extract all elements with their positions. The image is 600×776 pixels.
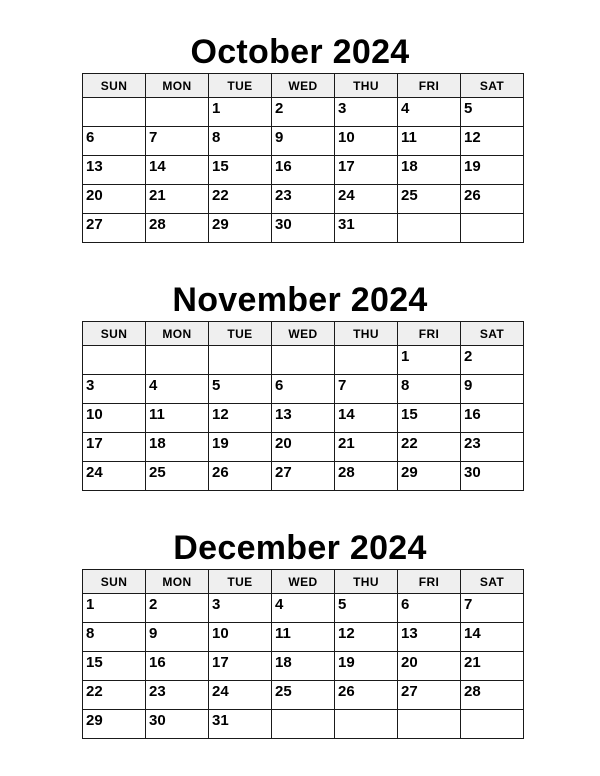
weekday-header-wed: WED: [272, 322, 335, 346]
empty-day-cell: [461, 214, 524, 243]
day-cell: 14: [461, 623, 524, 652]
weekday-header-sun: SUN: [83, 322, 146, 346]
weekday-header-mon: MON: [146, 570, 209, 594]
empty-day-cell: [335, 710, 398, 739]
day-cell: 17: [83, 433, 146, 462]
day-cell: 16: [146, 652, 209, 681]
day-cell: 19: [335, 652, 398, 681]
empty-day-cell: [146, 346, 209, 375]
day-cell: 6: [83, 127, 146, 156]
week-row: [83, 404, 524, 433]
day-cell: 23: [146, 681, 209, 710]
day-cell: 16: [461, 404, 524, 433]
day-cell: 13: [398, 623, 461, 652]
day-cell: 20: [83, 185, 146, 214]
day-cell: 24: [83, 462, 146, 491]
day-cell: 8: [209, 127, 272, 156]
day-cell: 1: [83, 594, 146, 623]
day-cell: 8: [398, 375, 461, 404]
weekday-header-thu: THU: [335, 74, 398, 98]
day-cell: 18: [398, 156, 461, 185]
day-cell: 10: [209, 623, 272, 652]
weekday-header-row: [83, 74, 524, 98]
empty-day-cell: [398, 214, 461, 243]
day-cell: 15: [209, 156, 272, 185]
day-cell: 27: [398, 681, 461, 710]
weekday-header-wed: WED: [272, 570, 335, 594]
week-row: [83, 652, 524, 681]
day-cell: 25: [272, 681, 335, 710]
day-cell: 15: [398, 404, 461, 433]
weekday-header-wed: WED: [272, 74, 335, 98]
october-grid: [82, 73, 524, 243]
week-row: [83, 185, 524, 214]
empty-day-cell: [83, 346, 146, 375]
weekday-header-mon: MON: [146, 322, 209, 346]
empty-day-cell: [335, 346, 398, 375]
empty-day-cell: [272, 710, 335, 739]
weekday-header-sat: SAT: [461, 322, 524, 346]
day-cell: 3: [209, 594, 272, 623]
day-cell: 29: [83, 710, 146, 739]
weekday-header-fri: FRI: [398, 570, 461, 594]
day-cell: 26: [461, 185, 524, 214]
weekday-header-mon: MON: [146, 74, 209, 98]
day-cell: 7: [461, 594, 524, 623]
day-cell: 24: [335, 185, 398, 214]
day-cell: 25: [398, 185, 461, 214]
day-cell: 13: [83, 156, 146, 185]
october-title: October 2024: [190, 33, 410, 71]
day-cell: 30: [461, 462, 524, 491]
day-cell: 10: [335, 127, 398, 156]
week-row: [83, 594, 524, 623]
day-cell: 31: [209, 710, 272, 739]
day-cell: 3: [83, 375, 146, 404]
day-cell: 11: [272, 623, 335, 652]
day-cell: 18: [146, 433, 209, 462]
day-cell: 8: [83, 623, 146, 652]
day-cell: 28: [461, 681, 524, 710]
week-row: [83, 710, 524, 739]
day-cell: 9: [461, 375, 524, 404]
day-cell: 12: [335, 623, 398, 652]
day-cell: 21: [461, 652, 524, 681]
day-cell: 2: [272, 98, 335, 127]
day-cell: 5: [209, 375, 272, 404]
day-cell: 21: [146, 185, 209, 214]
day-cell: 2: [461, 346, 524, 375]
weekday-header-fri: FRI: [398, 74, 461, 98]
empty-day-cell: [209, 346, 272, 375]
weekday-header-thu: THU: [335, 322, 398, 346]
day-cell: 23: [272, 185, 335, 214]
week-row: [83, 433, 524, 462]
day-cell: 1: [398, 346, 461, 375]
day-cell: 31: [335, 214, 398, 243]
day-cell: 19: [209, 433, 272, 462]
day-cell: 3: [335, 98, 398, 127]
day-cell: 18: [272, 652, 335, 681]
weekday-header-tue: TUE: [209, 74, 272, 98]
november-title: November 2024: [172, 281, 428, 319]
day-cell: 24: [209, 681, 272, 710]
day-cell: 10: [83, 404, 146, 433]
day-cell: 15: [83, 652, 146, 681]
day-cell: 4: [272, 594, 335, 623]
weekday-header-tue: TUE: [209, 570, 272, 594]
day-cell: 29: [209, 214, 272, 243]
week-row: [83, 127, 524, 156]
day-cell: 6: [272, 375, 335, 404]
week-row: [83, 346, 524, 375]
weekday-header-sun: SUN: [83, 570, 146, 594]
day-cell: 25: [146, 462, 209, 491]
day-cell: 4: [398, 98, 461, 127]
day-cell: 9: [146, 623, 209, 652]
empty-day-cell: [398, 710, 461, 739]
day-cell: 5: [335, 594, 398, 623]
empty-day-cell: [83, 98, 146, 127]
day-cell: 11: [398, 127, 461, 156]
day-cell: 14: [146, 156, 209, 185]
week-row: [83, 156, 524, 185]
day-cell: 27: [272, 462, 335, 491]
day-cell: 28: [146, 214, 209, 243]
day-cell: 20: [398, 652, 461, 681]
weekday-header-fri: FRI: [398, 322, 461, 346]
day-cell: 7: [146, 127, 209, 156]
day-cell: 16: [272, 156, 335, 185]
day-cell: 1: [209, 98, 272, 127]
empty-day-cell: [461, 710, 524, 739]
day-cell: 14: [335, 404, 398, 433]
day-cell: 29: [398, 462, 461, 491]
day-cell: 12: [209, 404, 272, 433]
day-cell: 23: [461, 433, 524, 462]
day-cell: 26: [335, 681, 398, 710]
day-cell: 30: [146, 710, 209, 739]
weekday-header-sat: SAT: [461, 74, 524, 98]
day-cell: 20: [272, 433, 335, 462]
week-row: [83, 98, 524, 127]
day-cell: 5: [461, 98, 524, 127]
week-row: [83, 375, 524, 404]
week-row: [83, 623, 524, 652]
weekday-header-sun: SUN: [83, 74, 146, 98]
day-cell: 13: [272, 404, 335, 433]
day-cell: 11: [146, 404, 209, 433]
weekday-header-row: [83, 322, 524, 346]
day-cell: 26: [209, 462, 272, 491]
day-cell: 30: [272, 214, 335, 243]
day-cell: 17: [209, 652, 272, 681]
week-row: [83, 681, 524, 710]
day-cell: 22: [398, 433, 461, 462]
december-title: December 2024: [173, 529, 427, 567]
weekday-header-tue: TUE: [209, 322, 272, 346]
day-cell: 4: [146, 375, 209, 404]
day-cell: 17: [335, 156, 398, 185]
week-row: [83, 214, 524, 243]
weekday-header-row: [83, 570, 524, 594]
empty-day-cell: [272, 346, 335, 375]
day-cell: 19: [461, 156, 524, 185]
november-grid: [82, 321, 524, 491]
day-cell: 28: [335, 462, 398, 491]
day-cell: 21: [335, 433, 398, 462]
weekday-header-thu: THU: [335, 570, 398, 594]
weekday-header-sat: SAT: [461, 570, 524, 594]
december-grid: [82, 569, 524, 739]
empty-day-cell: [146, 98, 209, 127]
day-cell: 12: [461, 127, 524, 156]
day-cell: 7: [335, 375, 398, 404]
day-cell: 2: [146, 594, 209, 623]
day-cell: 6: [398, 594, 461, 623]
day-cell: 22: [83, 681, 146, 710]
day-cell: 22: [209, 185, 272, 214]
week-row: [83, 462, 524, 491]
day-cell: 9: [272, 127, 335, 156]
day-cell: 27: [83, 214, 146, 243]
